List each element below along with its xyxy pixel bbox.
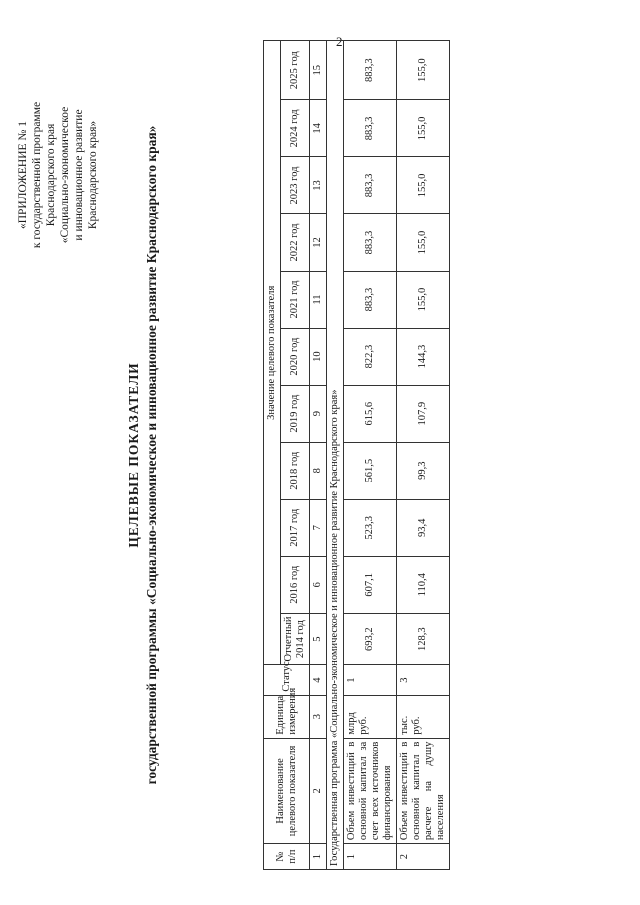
row-value: 93,4 [397,499,450,556]
header-year: 2020 год [281,328,310,385]
header-status: Статус [264,665,310,695]
row-unit: млрд руб. [344,695,397,738]
appendix-line: «ПРИЛОЖЕНИЕ № 1 [17,121,29,230]
header-row-1 [264,41,281,870]
table-row [344,41,397,870]
column-number: 11 [310,271,327,328]
rotated-content [8,40,608,870]
header-num: № п/п [264,844,310,870]
column-number: 2 [310,738,327,844]
column-number: 1 [310,844,327,870]
page-number: 2 [336,34,343,49]
row-name: Объем инвестиций в основной капитал в расчете на душу населения [397,738,450,844]
row-status: 3 [397,665,450,695]
header-name: Наименование целевого показателя [264,738,310,844]
column-number-row [310,41,327,870]
row-num: 2 [397,844,450,870]
column-number: 13 [310,157,327,214]
document-title: ЦЕЛЕВЫЕ ПОКАЗАТЕЛИ [126,362,141,548]
column-number: 8 [310,442,327,499]
row-value: 883,3 [344,100,397,157]
column-number: 9 [310,385,327,442]
row-num: 1 [344,844,397,870]
row-value: 523,3 [344,499,397,556]
section-title: Государственная программа «Социально-экономическое и инновационное развитие Краснодарского края» [327,41,344,870]
appendix-line: «Социально-экономическое [59,106,71,244]
appendix-block [16,50,100,300]
header-value-group: Значение целевого показателя [264,41,281,665]
column-number: 4 [310,665,327,695]
row-unit: тыс. руб. [397,695,450,738]
row-status: 1 [344,665,397,695]
row-value: 155,0 [397,157,450,214]
row-value: 155,0 [397,100,450,157]
row-value: 128,3 [397,613,450,665]
row-value: 615,6 [344,385,397,442]
column-number: 6 [310,556,327,613]
header-year: 2016 год [281,556,310,613]
column-number: 10 [310,328,327,385]
header-year: 2024 год [281,100,310,157]
target-indicators-table [263,40,450,870]
appendix-line: к государственной программе [31,101,43,249]
section-row [327,41,344,870]
row-value: 155,0 [397,41,450,100]
row-value: 883,3 [344,41,397,100]
row-value: 883,3 [344,271,397,328]
row-value: 155,0 [397,214,450,271]
row-value: 561,5 [344,442,397,499]
row-value: 883,3 [344,214,397,271]
column-number: 14 [310,100,327,157]
row-value: 693,2 [344,613,397,665]
header-year: 2019 год [281,385,310,442]
column-number: 7 [310,499,327,556]
row-value: 110,4 [397,556,450,613]
column-number: 15 [310,41,327,100]
row-value: 822,3 [344,328,397,385]
row-value: 107,9 [397,385,450,442]
column-number: 12 [310,214,327,271]
appendix-line: и инновационное развитие [73,109,85,241]
header-year: Отчетный 2014 год [281,613,310,665]
header-year: 2021 год [281,271,310,328]
row-value: 99,3 [397,442,450,499]
row-name: Объем инвестиций в основной капитал за счет всех источников финансирования [344,738,397,844]
row-value: 883,3 [344,157,397,214]
header-unit: Единица измерения [264,695,310,738]
appendix-line: Краснодарского края [45,123,57,227]
row-value: 607,1 [344,556,397,613]
header-year: 2025 год [281,41,310,100]
header-year: 2017 год [281,499,310,556]
document-subtitle: государственной программы «Социально-экономическое и инновационное развитие Краснодарского края» [144,125,159,785]
appendix-line: Краснодарского края» [87,120,99,230]
column-number: 3 [310,695,327,738]
header-year: 2018 год [281,442,310,499]
table-row [397,41,450,870]
header-year: 2023 год [281,157,310,214]
column-number: 5 [310,613,327,665]
row-value: 144,3 [397,328,450,385]
header-year: 2022 год [281,214,310,271]
row-value: 155,0 [397,271,450,328]
